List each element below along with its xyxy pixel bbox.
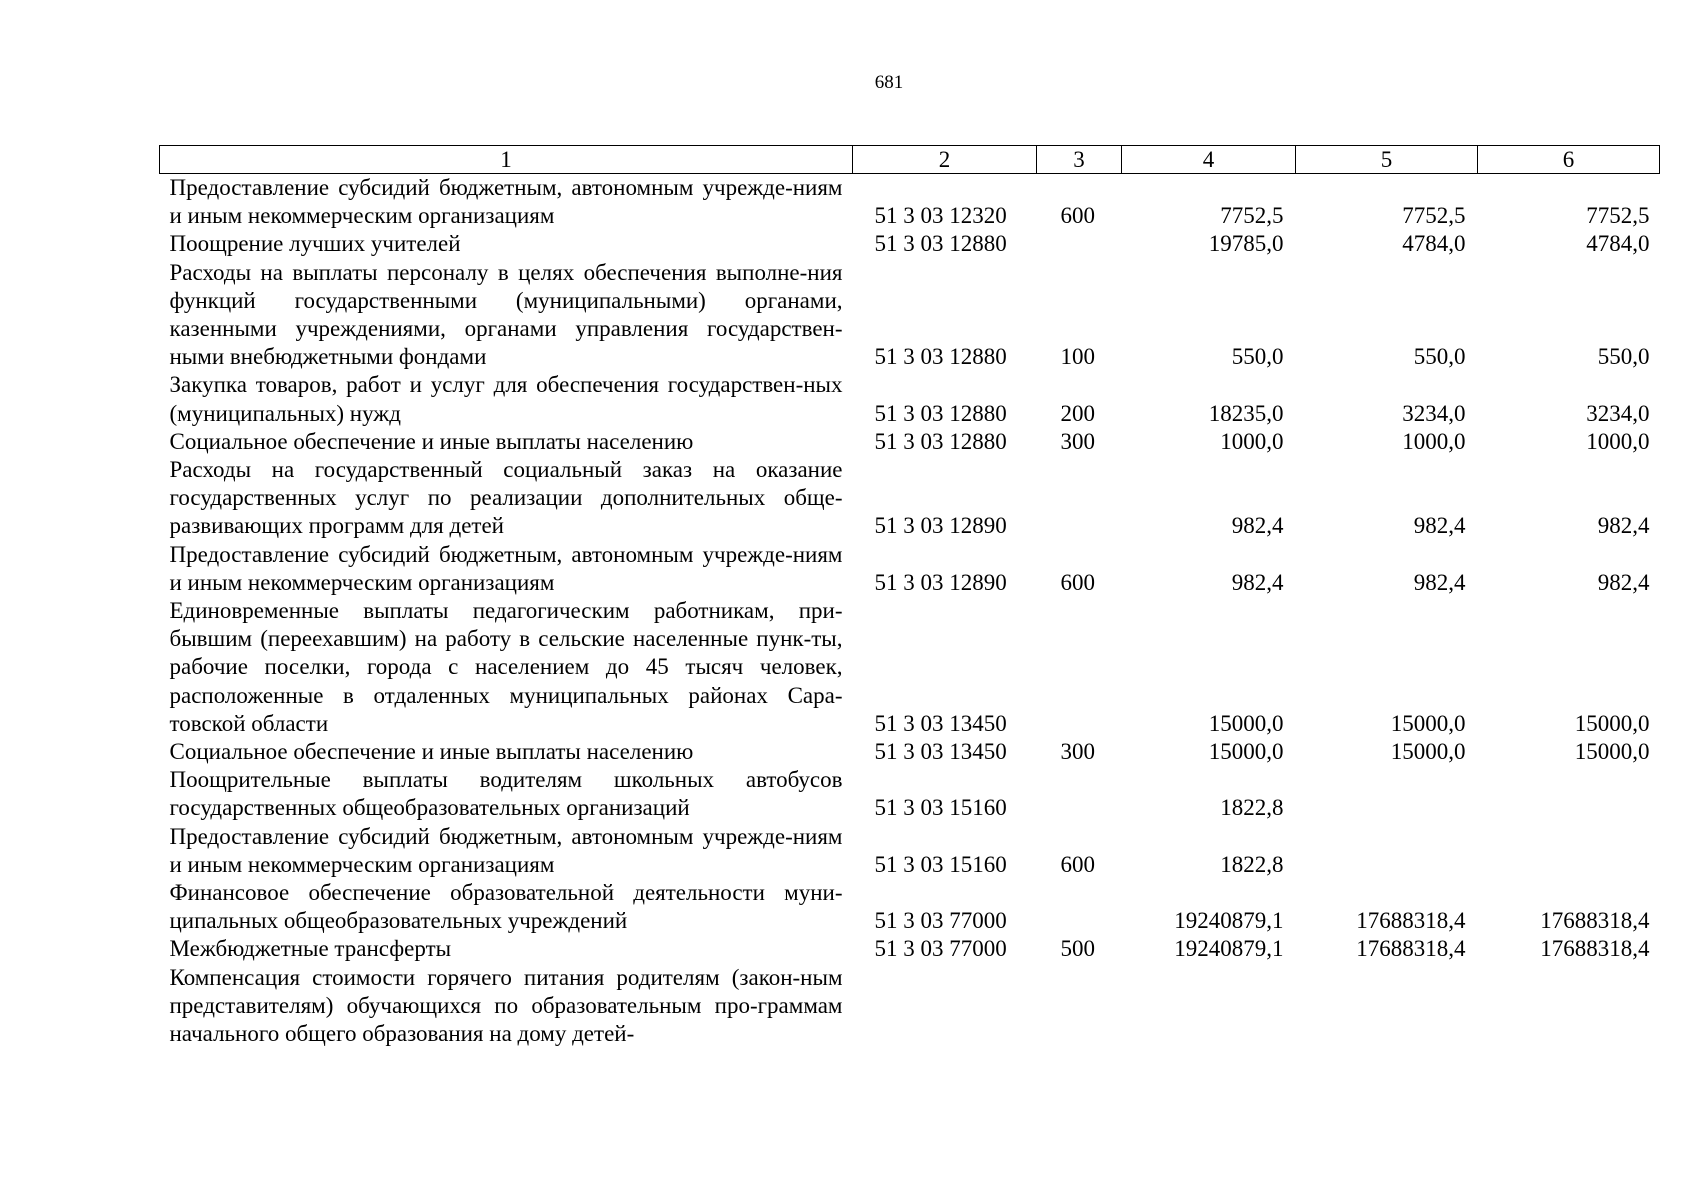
row-value-5: 7752,5 (1402, 203, 1466, 229)
row-value-4: 550,0 (1231, 344, 1284, 370)
row-value-6: 550,0 (1597, 344, 1650, 370)
row-value-6: 4784,0 (1586, 231, 1650, 257)
table-header-row (160, 146, 1660, 174)
table-row (160, 456, 1660, 541)
row-code: 51 3 03 12880 (874, 400, 1007, 426)
row-type: 100 (1060, 344, 1095, 370)
header-col-2: 2 (853, 146, 1037, 174)
row-code: 51 3 03 15160 (874, 795, 1007, 821)
table-row (160, 174, 1660, 231)
row-name: Социальное обеспечение и иные выплаты населению (169, 428, 694, 454)
row-type: 600 (1060, 851, 1095, 877)
row-value-4: 7752,5 (1220, 203, 1284, 229)
table-row (160, 964, 1660, 1049)
row-value-6 (1478, 964, 1660, 1049)
row-value-5: 17688318,4 (1356, 908, 1466, 934)
row-value-4: 1000,0 (1220, 428, 1284, 454)
table-row (160, 935, 1660, 963)
table-row (160, 371, 1660, 427)
row-value-4: 1822,8 (1220, 851, 1284, 877)
row-value-4: 18235,0 (1208, 400, 1284, 426)
table-row (160, 597, 1660, 738)
row-value-5: 3234,0 (1402, 400, 1466, 426)
row-type: 300 (1060, 428, 1095, 454)
row-type: 600 (1060, 569, 1095, 595)
row-value-6: 1000,0 (1586, 428, 1650, 454)
row-value-4: 19785,0 (1208, 231, 1284, 257)
row-value-6: 17688318,4 (1540, 908, 1650, 934)
row-name: Поощрение лучших учителей (169, 231, 461, 257)
row-code: 51 3 03 12890 (874, 513, 1007, 539)
row-value-6 (1478, 766, 1660, 822)
row-code: 51 3 03 12880 (874, 428, 1007, 454)
row-type: 200 (1060, 400, 1095, 426)
header-col-5: 5 (1296, 146, 1478, 174)
row-value-6 (1478, 823, 1660, 879)
row-code: 51 3 03 15160 (874, 851, 1007, 877)
row-code: 51 3 03 13450 (874, 739, 1007, 765)
row-type (1037, 879, 1122, 935)
row-value-6: 3234,0 (1586, 400, 1650, 426)
row-value-6: 982,4 (1597, 569, 1650, 595)
header-col-1: 1 (160, 146, 853, 174)
row-value-6: 17688318,4 (1540, 936, 1650, 962)
row-type: 300 (1060, 739, 1095, 765)
row-value-6: 15000,0 (1574, 710, 1650, 736)
row-value-5 (1296, 766, 1478, 822)
table-row (160, 259, 1660, 372)
row-value-6: 7752,5 (1586, 203, 1650, 229)
row-name: Социальное обеспечение и иные выплаты населению (169, 739, 694, 765)
row-code (853, 964, 1037, 1049)
row-value-4 (1122, 964, 1296, 1049)
row-value-4: 982,4 (1231, 569, 1284, 595)
row-name: Компенсация стоимости горячего питания родителям (закон-ным представителям) обучающихся по образовательным про-граммам начального общего образования на дому детей- (169, 964, 843, 1047)
row-value-6: 15000,0 (1574, 739, 1650, 765)
row-value-5: 1000,0 (1402, 428, 1466, 454)
row-name: Межбюджетные трансферты (169, 936, 452, 962)
row-type: 600 (1060, 203, 1095, 229)
header-col-6: 6 (1478, 146, 1660, 174)
row-value-5: 982,4 (1413, 513, 1466, 539)
row-type (1037, 597, 1122, 738)
row-name: Предоставление субсидий бюджетным, автономным учрежде-ниям и иным некоммерческим организациям (169, 823, 843, 877)
table-row (160, 230, 1660, 258)
row-type (1037, 230, 1122, 258)
table-row (160, 879, 1660, 935)
table-row (160, 823, 1660, 879)
row-value-5 (1296, 964, 1478, 1049)
row-type: 500 (1060, 936, 1095, 962)
row-value-4: 19240879,1 (1174, 908, 1284, 934)
row-value-5: 17688318,4 (1356, 936, 1466, 962)
row-value-6: 982,4 (1597, 513, 1650, 539)
table-header (160, 146, 1660, 174)
row-code: 51 3 03 77000 (874, 936, 1007, 962)
row-code: 51 3 03 12880 (874, 344, 1007, 370)
row-value-4: 1822,8 (1220, 795, 1284, 821)
row-value-5: 4784,0 (1402, 231, 1466, 257)
row-value-5: 550,0 (1413, 344, 1466, 370)
row-name: Расходы на выплаты персоналу в целях обеспечения выполне-ния функций государственными (муниципальными) органами, казенными учреждениями, органами управления государствен-ными внебюджетными фондами (169, 259, 843, 370)
row-code: 51 3 03 12880 (874, 231, 1007, 257)
row-name: Предоставление субсидий бюджетным, автономным учрежде-ниям и иным некоммерческим организациям (169, 175, 843, 229)
row-name: Расходы на государственный социальный заказ на оказание государственных услуг по реализации дополнительных обще-развивающих программ для детей (169, 457, 843, 539)
budget-table (159, 145, 1660, 1048)
table-row (160, 738, 1660, 766)
row-code: 51 3 03 13450 (874, 710, 1007, 736)
row-value-5: 982,4 (1413, 569, 1466, 595)
row-type (1037, 766, 1122, 822)
row-code: 51 3 03 77000 (874, 908, 1007, 934)
row-name: Закупка товаров, работ и услуг для обеспечения государствен-ных (муниципальных) нужд (169, 372, 843, 426)
row-value-4: 982,4 (1231, 513, 1284, 539)
table-row (160, 766, 1660, 822)
table-body (160, 174, 1660, 1049)
page-number: 681 (874, 72, 904, 93)
row-name: Предоставление субсидий бюджетным, автономным учрежде-ниям и иным некоммерческим организациям (169, 541, 843, 595)
row-name: Финансовое обеспечение образовательной деятельности муни-ципальных общеобразовательных учреждений (169, 880, 843, 934)
row-value-4: 15000,0 (1208, 739, 1284, 765)
row-value-4: 15000,0 (1208, 710, 1284, 736)
row-value-5: 15000,0 (1390, 739, 1466, 765)
row-value-5 (1296, 823, 1478, 879)
table-row (160, 541, 1660, 597)
row-name: Поощрительные выплаты водителям школьных автобусов государственных общеобразовательных организаций (169, 767, 843, 821)
row-value-4: 19240879,1 (1174, 936, 1284, 962)
header-col-4: 4 (1122, 146, 1296, 174)
row-code: 51 3 03 12890 (874, 569, 1007, 595)
row-type (1037, 456, 1122, 541)
table-row (160, 428, 1660, 456)
row-code: 51 3 03 12320 (874, 203, 1007, 229)
row-value-5: 15000,0 (1390, 710, 1466, 736)
row-name: Единовременные выплаты педагогическим работникам, при-бывшим (переехавшим) на работу в сельские населенные пунк-ты, рабочие поселки, города с населением до 45 тысяч человек, расположенные в отдаленных муниципальных районах Сара-товской области (169, 598, 843, 736)
header-col-3: 3 (1037, 146, 1122, 174)
row-type (1037, 964, 1122, 1049)
